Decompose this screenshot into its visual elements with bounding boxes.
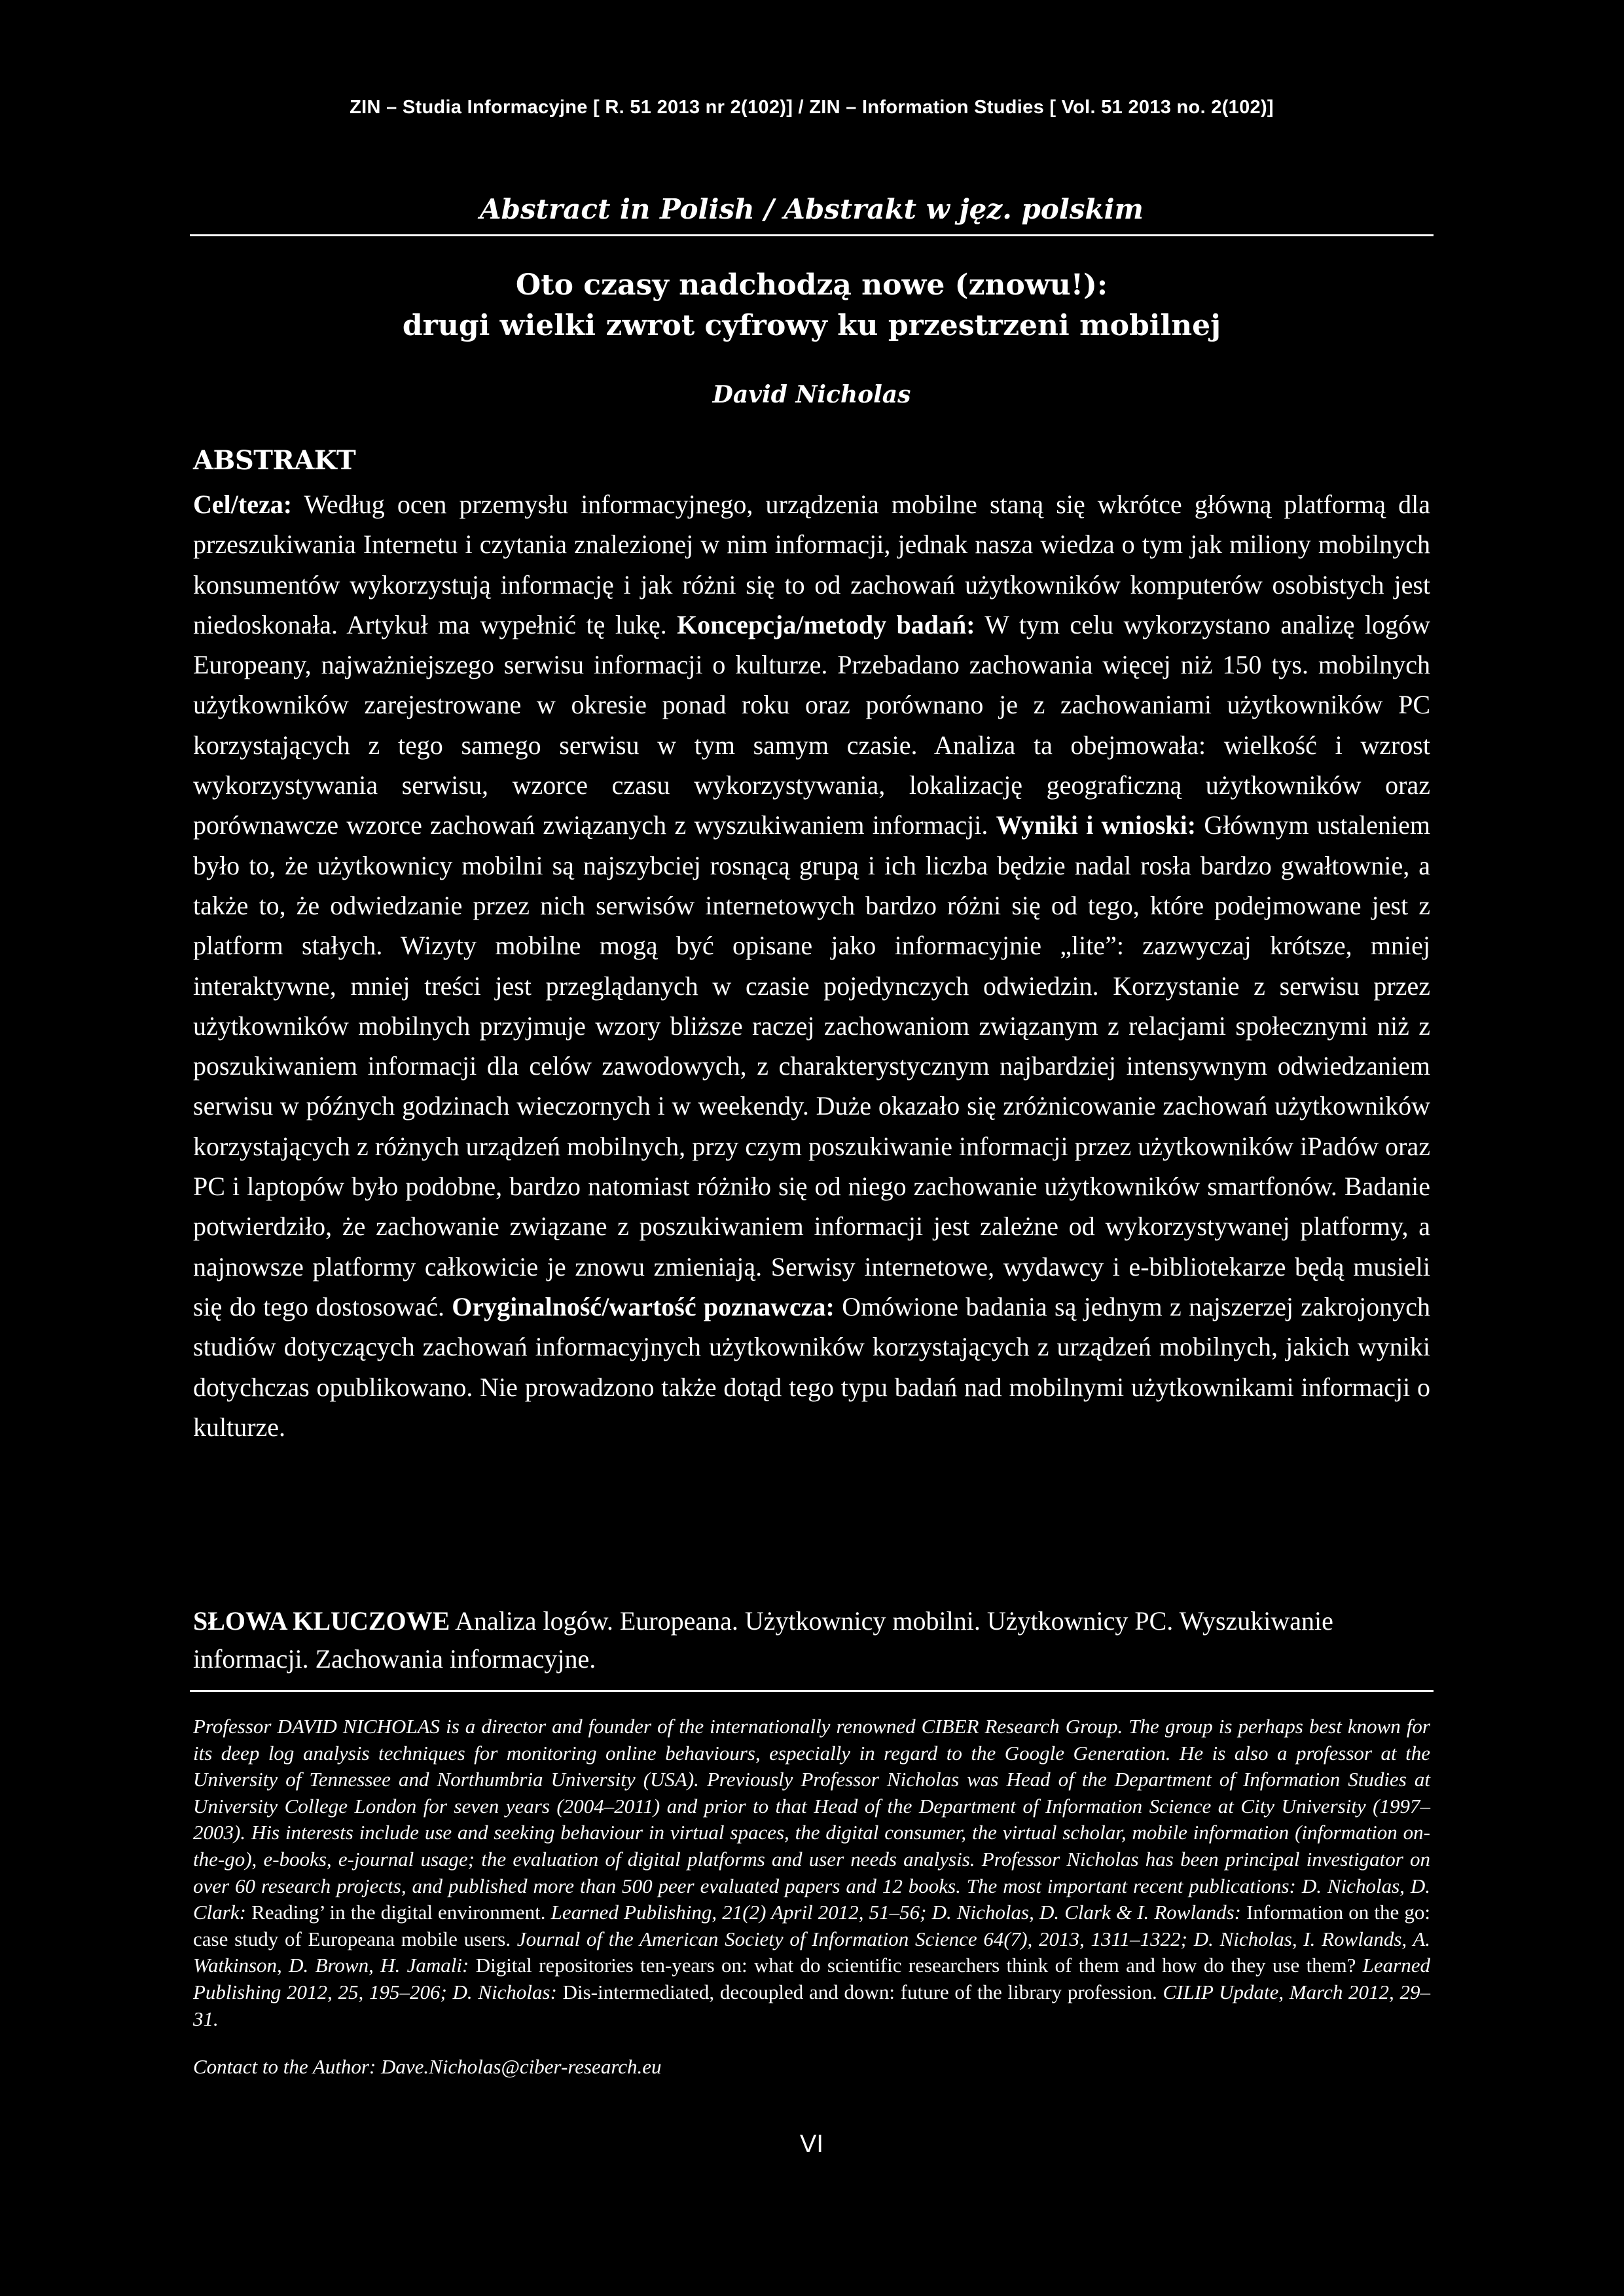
author-bio	[193, 1713, 1430, 2032]
bio-title-1: Reading’ in the digital environment.	[251, 1901, 546, 1924]
title-line-1: Oto czasy nadchodzą nowe (znowu!):	[515, 268, 1108, 302]
bio-part-3: Journal of the American Society of Information Science 64(7), 2013, 1311–1322; D. Nicholas, I. Rowlands, A. Watkinson, D. Brown, H. Jamali:	[193, 1927, 1430, 1977]
bio-part-4: Learned Publishing 2012, 25, 195–206; D. Nicholas:	[193, 1954, 1430, 2003]
bio-part-2: Learned Publishing, 21(2) April 2012, 51–56; D. Nicholas, D. Clark & I. Rowlands:	[545, 1901, 1247, 1924]
author-contact: Contact to the Author: Dave.Nicholas@ciber-research.eu	[193, 2055, 662, 2078]
bio-title-3: Digital repositories ten-years on: what do scientific researchers think of them and how do they use them?	[475, 1954, 1356, 1977]
article-title	[193, 265, 1430, 346]
article-author: David Nicholas	[712, 381, 911, 408]
method-label: Koncepcja/metody badań:	[677, 609, 975, 639]
results-text: Głównym ustaleniem było to, że użytkownicy mobilni są najszybciej rosnącą grupą i ich liczba będzie nadal rosła bardzo gwałtownie, a także to, że odwiedzanie przez nich serwisów internetowych bardzo różni się od tego, które podejmowane jest z platform stałych. Wizyty mobilne mogą być opisane jako informacyjnie „lite”: zazwyczaj krótsze, mniej interaktywne, mniej treści jest przeglądanych w czasie pojedynczych odwiedzin. Korzystanie z serwisu przez użytkowników mobilnych przyjmuje wzory bliższe raczej zachowaniom związanym z relacjami społecznymi niż z poszukiwaniem informacji dla celów zawodowych, z charakterystycznym najbardziej intensywnym odwiedzaniem serwisu w późnych godzinach wieczornych i w weekendy. Duże okazało się zróżnicowanie zachowań użytkowników korzystających z różnych urządzeń mobilnych, przy czym poszukiwanie informacji przez użytkowników iPadów oraz PC i laptopów było podobne, bardzo natomiast różniło się od niego zachowanie użytkowników smartfonów. Badanie potwierdziło, że zachowanie związane z poszukiwaniem informacji jest zależne od wykorzystywanej platformy, a najnowsze platformy całkowicie je znowu zmieniają. Serwisy internetowe, wydawcy i e-bibliotekarze będą musieli się do tego dostosować.	[193, 810, 1431, 1321]
bottom-rule	[190, 1690, 1434, 1692]
bio-part-5: CILIP Update, March 2012, 29–31.	[193, 1980, 1430, 2030]
aim-text: Według ocen przemysłu informacyjnego, urządzenia mobilne staną się wkrótce główną platformą dla przeszukiwania Internetu i czytania znalezionej w nim informacji, jednak nasza wiedza o tym jak miliony mobilnych konsumentów wykorzystują informację i jak różni się to od zachowań użytkowników komputerów osobistych jest niedoskonała. Artykuł ma wypełnić tę lukę.	[193, 490, 1430, 639]
originality-text: Omówione badania są jednym z najszerzej zakrojonych studiów dotyczących zachowań informacyjnych użytkowników korzystających z urządzeń mobilnych, jakich wyniki dotychczas opublikowano. Nie prowadzono także dotąd tego typu badań nad mobilnymi użytkownikami informacji o kulturze.	[193, 1291, 1430, 1442]
title-line-2: drugi wielki zwrot cyfrowy ku przestrzeni mobilnej	[402, 309, 1221, 342]
bio-part-1: Professor DAVID NICHOLAS is a director and founder of the internationally renowned CIBER Research Group. The group is perhaps best known for its deep log analysis techniques for monitoring online behaviours, especially in regard to the Google Generation. He is also a professor at the University of Tennessee and Northumbria University (USA). Previously Professor Nicholas was Head of the Department of Information Studies at University College London for seven years (2004–2011) and prior to that Head of the Department of Information Science at City University (1997–2003). His interests include use and seeking behaviour in virtual spaces, the digital consumer, the virtual scholar, mobile information (information on-the-go), e-books, e-journal usage; the evaluation of digital platforms and user needs analysis. Professor Nicholas has been principal investigator on over 60 research projects, and published more than 500 peer evaluated papers and 12 books. The most important recent publications: D. Nicholas, D. Clark:	[193, 1715, 1430, 1924]
page-number: VI	[800, 2130, 823, 2158]
section-label: Abstract in Polish / Abstrakt w jęz. polskim	[480, 193, 1144, 225]
originality-label: Oryginalność/wartość poznawcza:	[452, 1291, 835, 1321]
method-text: W tym celu wykorzystano analizę logów Europeany, najważniejszego serwisu informacji o kulturze. Przebadano zachowania więcej niż 150 tys. mobilnych użytkowników zarejestrowane w okresie ponad roku oraz porównano je z zachowaniami użytkowników PC korzystających z tego samego serwisu w tym samym czasie. Analiza ta obejmowała: wielkość i wzrost wykorzystywania serwisu, wzorce czasu wykorzystywania, lokalizację geograficzną użytkowników oraz porównawcze wzorce zachowań związanych z wyszukiwaniem informacji.	[193, 609, 1430, 840]
results-label: Wyniki i wnioski:	[996, 810, 1197, 840]
keywords	[193, 1602, 1430, 1678]
running-head: ZIN – Studia Informacyjne [ R. 51 2013 nr 2(102)] / ZIN – Information Studies [ Vol. 51 2013 no. 2(102)]	[350, 97, 1274, 118]
bio-title-4: Dis-intermediated, decoupled and down: future of the library profession.	[562, 1980, 1157, 2003]
keywords-label: SŁOWA KLUCZOWE	[193, 1606, 450, 1636]
abstract-heading: ABSTRAKT	[193, 445, 356, 476]
bio-title-2: Information on the go: case study of Europeana mobile users.	[193, 1901, 1430, 1950]
top-rule	[190, 234, 1434, 236]
abstract-body	[193, 484, 1430, 1447]
aim-label: Cel/teza:	[193, 490, 293, 519]
keywords-text: Analiza logów. Europeana. Użytkownicy mobilni. Użytkownicy PC. Wyszukiwanie informacji. Zachowania informacyjne.	[193, 1606, 1333, 1674]
